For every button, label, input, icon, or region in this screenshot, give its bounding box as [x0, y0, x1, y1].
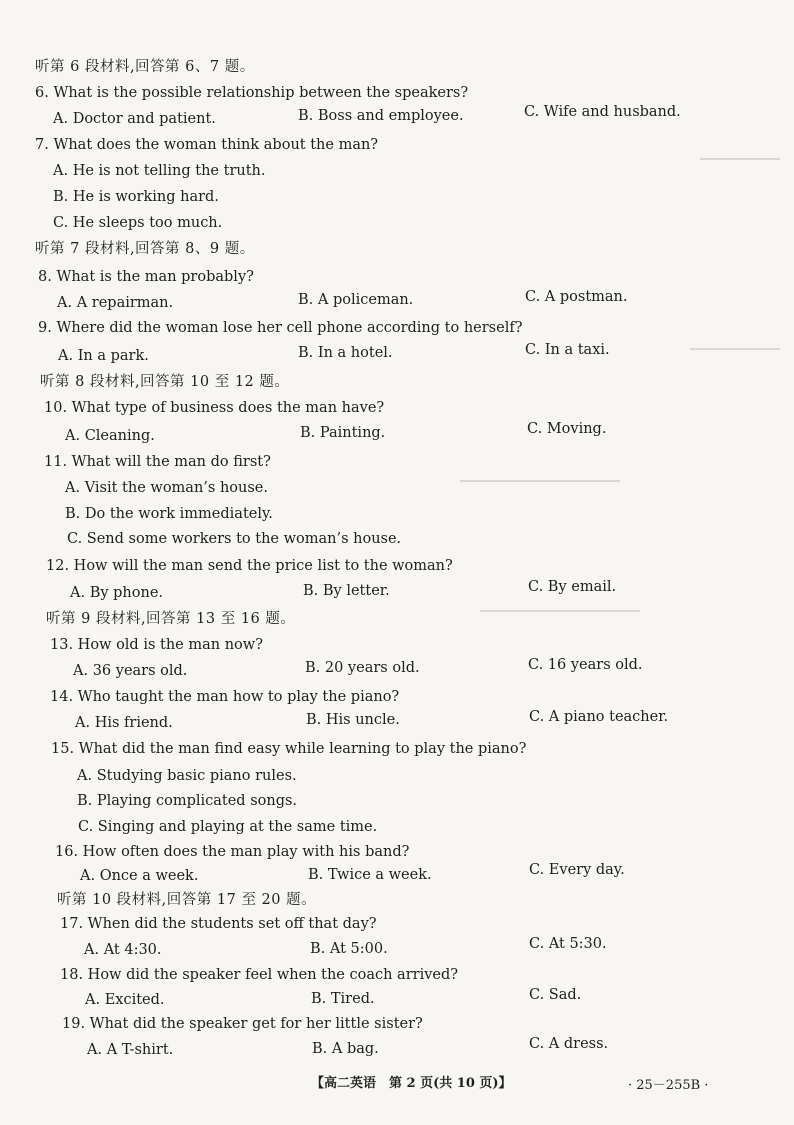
question-text: 7. What does the woman think about the man?: [35, 137, 379, 153]
option-b: B. Boss and employee.: [298, 108, 464, 124]
section-heading: 听第 7 段材料,回答第 8、9 题。: [35, 241, 255, 257]
bleed-through-mark: [700, 158, 780, 160]
option-b: B. A policeman.: [298, 292, 414, 308]
option-b: B. Playing complicated songs.: [77, 793, 298, 809]
bleed-through-mark: [460, 480, 620, 482]
option-c: C. A postman.: [525, 289, 628, 305]
option-c: C. Sad.: [529, 987, 582, 1003]
bleed-through-mark: [480, 610, 640, 612]
option-c: C. By email.: [528, 579, 617, 595]
option-b: B. He is working hard.: [53, 189, 219, 205]
question-text: 17. When did the students set off that day?: [60, 916, 377, 932]
option-b: B. At 5:00.: [310, 941, 388, 957]
section-heading: 听第 8 段材料,回答第 10 至 12 题。: [40, 374, 290, 390]
option-c: C. At 5:30.: [529, 936, 607, 952]
option-c: C. Send some workers to the woman’s house.: [67, 531, 402, 547]
question-text: 16. How often does the man play with his band?: [55, 844, 410, 860]
option-a: A. Doctor and patient.: [53, 111, 216, 127]
option-c: C. He sleeps too much.: [53, 215, 223, 231]
option-b: B. A bag.: [312, 1041, 379, 1057]
option-b: B. His uncle.: [306, 712, 400, 728]
option-c: C. Wife and husband.: [524, 104, 681, 120]
option-a: A. He is not telling the truth.: [53, 163, 266, 179]
option-c: C. In a taxi.: [525, 342, 610, 358]
question-text: 12. How will the man send the price list to the woman?: [46, 558, 453, 574]
option-a: A. Cleaning.: [65, 428, 155, 444]
section-heading: 听第 10 段材料,回答第 17 至 20 题。: [57, 892, 317, 908]
option-a: A. By phone.: [70, 585, 164, 601]
option-c: C. A dress.: [529, 1036, 609, 1052]
option-a: A. His friend.: [75, 715, 173, 731]
question-text: 19. What did the speaker get for her little sister?: [62, 1016, 423, 1032]
question-text: 10. What type of business does the man have?: [44, 400, 385, 416]
option-b: B. Painting.: [300, 425, 386, 441]
option-c: C. A piano teacher.: [529, 709, 669, 725]
exam-code: · 25－255B ·: [628, 1078, 709, 1093]
option-a: A. Excited.: [85, 992, 165, 1008]
option-a: A. In a park.: [58, 348, 149, 364]
bleed-through-mark: [690, 348, 780, 350]
option-b: B. 20 years old.: [305, 660, 420, 676]
question-text: 6. What is the possible relationship between the speakers?: [35, 85, 469, 101]
option-b: B. Twice a week.: [308, 867, 432, 883]
question-text: 15. What did the man find easy while learning to play the piano?: [51, 741, 527, 757]
option-c: C. Moving.: [527, 421, 607, 437]
option-b: B. In a hotel.: [298, 345, 393, 361]
question-text: 14. Who taught the man how to play the piano?: [50, 689, 400, 705]
option-a: A. A T-shirt.: [87, 1042, 174, 1058]
option-c: C. Every day.: [529, 862, 625, 878]
section-heading: 听第 6 段材料,回答第 6、7 题。: [35, 59, 255, 75]
option-c: C. Singing and playing at the same time.: [78, 819, 378, 835]
question-text: 11. What will the man do first?: [44, 454, 271, 470]
option-b: B. Do the work immediately.: [65, 506, 273, 522]
question-text: 9. Where did the woman lose her cell phone according to herself?: [38, 320, 523, 336]
option-c: C. 16 years old.: [528, 657, 643, 673]
option-a: A. Studying basic piano rules.: [77, 768, 297, 784]
option-a: A. At 4:30.: [84, 942, 162, 958]
option-a: A. A repairman.: [57, 295, 174, 311]
section-heading: 听第 9 段材料,回答第 13 至 16 题。: [46, 611, 296, 627]
question-text: 18. How did the speaker feel when the coach arrived?: [60, 967, 459, 983]
option-b: B. Tired.: [311, 991, 375, 1007]
question-text: 8. What is the man probably?: [38, 269, 254, 285]
page-footer: 【高二英语 第 2 页(共 10 页)】: [311, 1076, 512, 1091]
option-a: A. 36 years old.: [73, 663, 188, 679]
option-b: B. By letter.: [303, 583, 390, 599]
question-text: 13. How old is the man now?: [50, 637, 263, 653]
option-a: A. Visit the woman’s house.: [65, 480, 268, 496]
option-a: A. Once a week.: [80, 868, 199, 884]
